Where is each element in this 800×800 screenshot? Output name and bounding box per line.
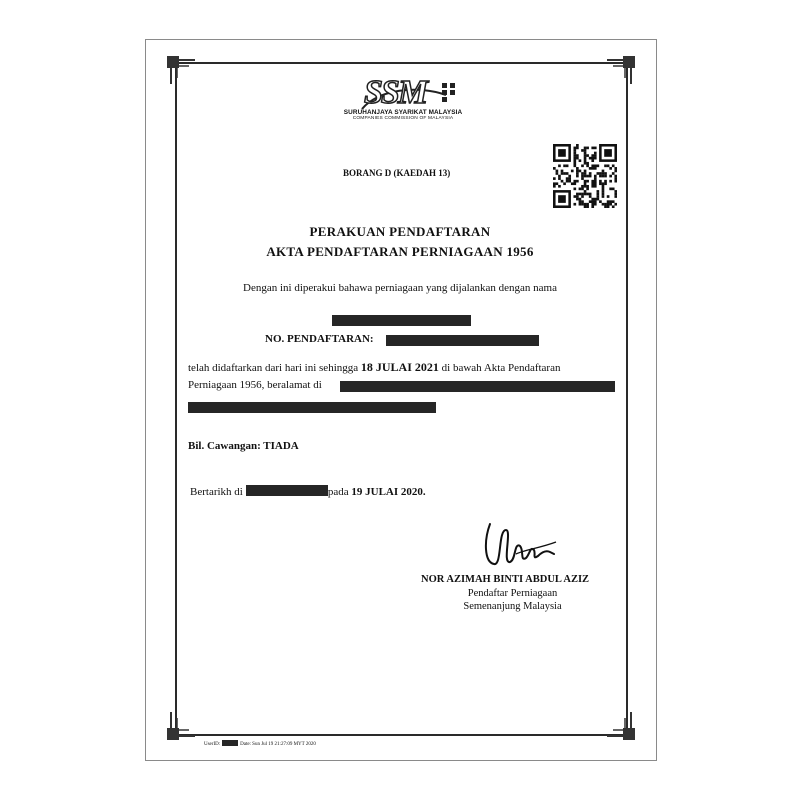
redacted-location <box>246 485 328 496</box>
corner-ornament-bottom-right <box>601 706 637 742</box>
redacted-address-line1 <box>340 381 615 392</box>
corner-ornament-bottom-left <box>165 706 201 742</box>
certificate-subtitle: AKTA PENDAFTARAN PERNIAGAAN 1956 <box>266 244 534 259</box>
expiry-date: 18 JULAI 2021 <box>360 360 439 374</box>
redacted-address-line2 <box>188 402 436 413</box>
branch-count: Bil. Cawangan: TIADA <box>188 440 299 452</box>
footer-user-label: UserID: <box>204 742 221 747</box>
registration-number-label: NO. PENDAFTARAN: <box>265 333 374 345</box>
registrar-signature <box>480 520 560 572</box>
logo-line1: SURUHANJAYA SYARIKAT MALAYSIA <box>343 109 463 116</box>
logo-wordmark: SSM <box>364 74 427 111</box>
qr-code-icon <box>553 144 617 208</box>
redacted-registration-number <box>386 335 539 346</box>
intro-text: Dengan ini diperakui bahawa perniagaan yang dijalankan dengan nama <box>243 282 557 294</box>
issue-date: 19 JULAI 2020. <box>351 486 426 498</box>
dated-line: Bertarikh di pada 19 JULAI 2020. <box>190 486 426 498</box>
certificate-title: PERAKUAN PENDAFTARAN <box>309 224 491 239</box>
logo-line2: COMPANIES COMMISSION OF MALAYSIA <box>352 116 454 121</box>
signatory-title: Pendaftar Perniagaan <box>467 588 558 599</box>
footer-stamp <box>204 740 316 747</box>
ssm-logo <box>338 74 468 123</box>
footer-date: Date: Sun Jul 19 21:27:09 MYT 2020 <box>240 742 316 747</box>
registration-period-line: telah didaftarkan dari hari ini sehingga 18 JULAI 2021 di bawah Akta Pendaftaran <box>188 360 561 374</box>
redacted-user-id <box>222 740 238 746</box>
signatory-region: Semenanjung Malaysia <box>463 601 562 612</box>
corner-ornament-top-left <box>165 54 201 90</box>
redacted-business-name <box>332 315 471 326</box>
address-line-label: Perniagaan 1956, beralamat di <box>188 379 322 391</box>
corner-ornament-top-right <box>601 54 637 90</box>
form-label: BORANG D (KAEDAH 13) <box>343 168 451 178</box>
signatory-name: NOR AZIMAH BINTI ABDUL AZIZ <box>421 574 590 585</box>
